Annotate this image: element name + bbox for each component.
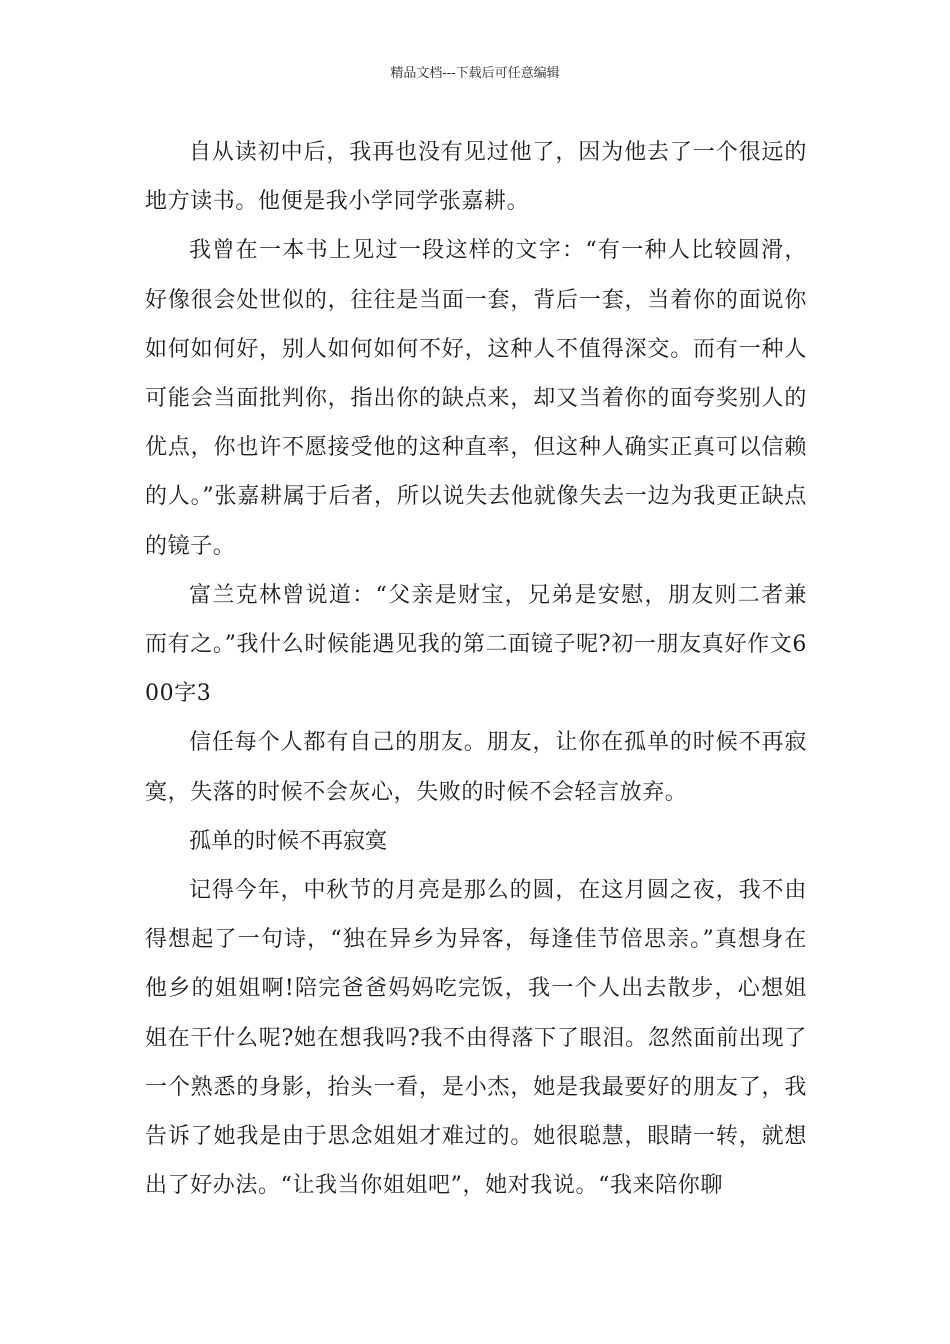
paragraph-5: 记得今年，中秋节的月亮是那么的圆，在这月圆之夜，我不由得想起了一句诗，“独在异乡为异客，每逢佳节倍思亲。”真想身在他乡的姐姐啊!陪完爸爸妈妈吃完饭，我一个人出去散步，心想姐姐在干什么呢?她在想我吗?我不由得落下了眼泪。忽然面前出现了一个熟悉的身影，抬头一看，是小杰，她是我最要好的朋友了，我告诉了她我是由于思念姐姐才难过的。她很聪慧，眼睛一转，就想出了好办法。“让我当你姐姐吧”，她对我说。“我来陪你聊	[145, 878, 807, 1199]
document-body	[145, 128, 807, 1210]
paragraph-4: 信任每个人都有自己的朋友。朋友，让你在孤单的时候不再寂寞，失落的时候不会灰心，失败的时候不会轻言放弃。	[145, 730, 807, 805]
paragraph-1: 自从读初中后，我再也没有见过他了，因为他去了一个很远的地方读书。他便是我小学同学张嘉耕。	[145, 140, 807, 215]
section-heading: 孤单的时候不再寂寞	[189, 828, 388, 854]
page-header: 精品文档---下载后可任意编辑	[390, 66, 560, 81]
paragraph-3: 富兰克林曾说道：“父亲是财宝，兄弟是安慰，朋友则二者兼而有之。”我什么时候能遇见我的第二面镜子呢?初一朋友真好作文600字3	[145, 582, 807, 707]
paragraph-2: 我曾在一本书上见过一段这样的文字：“有一种人比较圆滑，好像很会处世似的，往往是当面一套，背后一套，当着你的面说你如何如何好，别人如何如何不好，这种人不值得深交。而有一种人可能会当面批判你，指出你的缺点来，却又当着你的面夸奖别人的优点，你也许不愿接受他的这种直率，但这种人确实正真可以信赖的人。”张嘉耕属于后者，所以说失去他就像失去一边为我更正缺点的镜子。	[145, 238, 807, 559]
